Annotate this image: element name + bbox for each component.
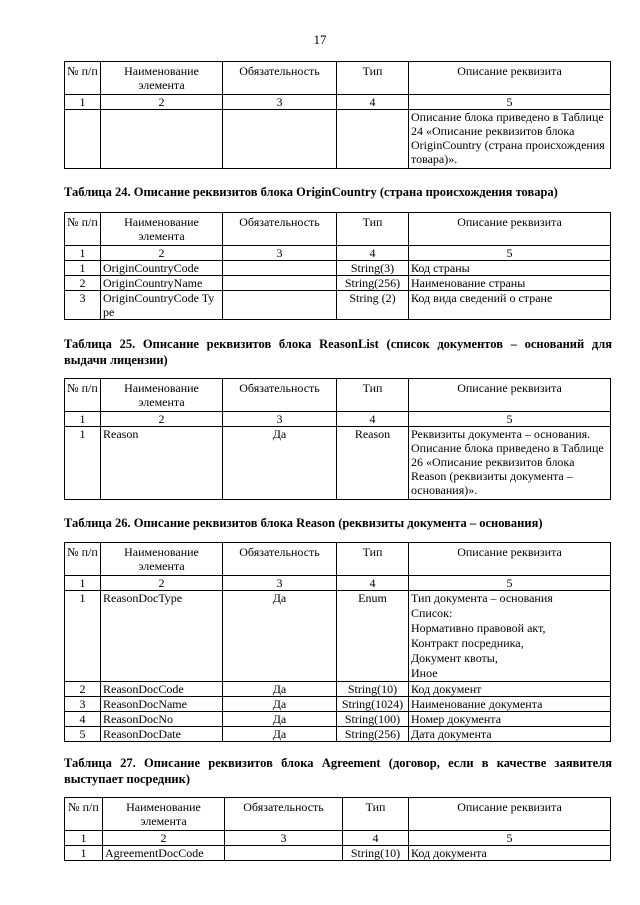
table-row: 2 ReasonDocCode Да String(10) Код документ <box>65 682 611 697</box>
col-header-required: Обязательность <box>223 62 337 95</box>
col-header-type: Тип <box>337 62 409 95</box>
table-header-row: № п/п Наименование элемента Обязательность Тип Описание реквизита <box>65 543 611 576</box>
col-header-description: Описание реквизита <box>409 62 611 95</box>
table24 <box>64 212 611 320</box>
column-number-row: 1 2 3 4 5 <box>65 246 611 261</box>
table-row: 2 OriginCountryName String(256) Наименование страны <box>65 276 611 291</box>
table-row: 1 Reason Да Reason Реквизиты документа – основания. Описание блока приведено в Таблице 26 «Описание реквизитов блока Reason (реквизиты документа – основания)». <box>65 427 611 500</box>
table-header-row: № п/п Наименование элемента Обязательность Тип Описание реквизита <box>65 379 611 412</box>
col-header-num: № п/п <box>65 62 101 95</box>
page-number: 17 <box>313 32 327 47</box>
table25 <box>64 378 611 500</box>
table27 <box>64 797 611 861</box>
table-row <box>65 110 611 169</box>
table-row: 5 ReasonDocDate Да String(256) Дата документа <box>65 727 611 742</box>
table26 <box>64 542 611 742</box>
column-number-row: 1 2 3 4 5 <box>65 831 611 846</box>
table-header-row <box>65 62 611 95</box>
table26-caption: Таблица 26. Описание реквизитов блока Reason (реквизиты документа – основания) <box>64 516 543 530</box>
col-header-name: Наименование элемента <box>101 62 223 95</box>
column-number-row: 1 2 3 4 5 <box>65 95 611 110</box>
table27-caption: Таблица 27. Описание реквизитов блока Agreement (договор, если в качестве заявителя выступает посредник) <box>64 756 612 786</box>
column-number-row: 1 2 3 4 5 <box>65 412 611 427</box>
table-row: 3 OriginCountryCode Type String (2) Код вида сведений о стране <box>65 291 611 320</box>
table-row: 1 AgreementDocCode String(10) Код документа <box>65 846 611 861</box>
column-number-row: 1 2 3 4 5 <box>65 576 611 591</box>
table24-caption: Таблица 24. Описание реквизитов блока OriginCountry (страна происхождения товара) <box>64 185 558 199</box>
row-description: Тип документа – основания Список: Нормативно правовой акт, Контракт посредника, Документ квоты, Иное <box>409 591 611 682</box>
table-row: 1 ReasonDocType Да Enum Тип документа – основания Список: Нормативно правовой акт, Контракт посредника, Документ квоты, Иное <box>65 591 611 682</box>
table-header-row: № п/п Наименование элемента Обязательность Тип Описание реквизита <box>65 213 611 246</box>
table25-caption: Таблица 25. Описание реквизитов блока ReasonList (список документов – оснований для выдачи лицензии) <box>64 337 612 367</box>
row-description: Описание блока приведено в Таблице 24 «Описание реквизитов блока OriginCountry (страна происхождения товара)». <box>409 110 611 169</box>
table-row: 1 OriginCountryCode String(3) Код страны <box>65 261 611 276</box>
table-header-row: № п/п Наименование элемента Обязательность Тип Описание реквизита <box>65 798 611 831</box>
table-row: 4 ReasonDocNo Да String(100) Номер документа <box>65 712 611 727</box>
table-continuation <box>64 61 611 169</box>
table-row: 3 ReasonDocName Да String(1024) Наименование документа <box>65 697 611 712</box>
